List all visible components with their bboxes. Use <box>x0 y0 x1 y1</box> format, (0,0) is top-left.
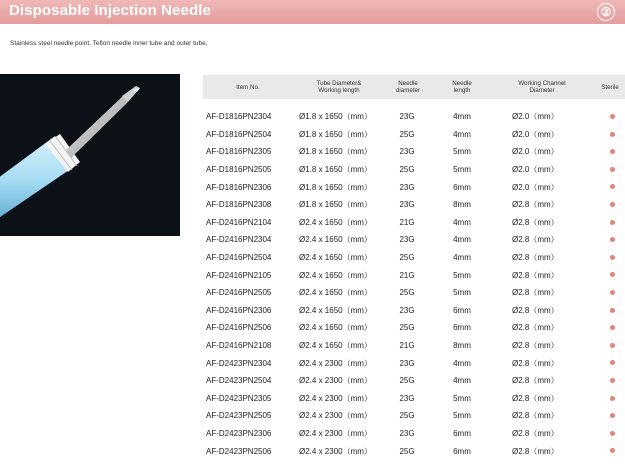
channel-diameter-cell: Ø2.8（mm） <box>512 393 559 403</box>
channel-diameter-cell: Ø2.0（mm） <box>512 165 559 175</box>
header-banner <box>0 0 625 24</box>
item-number-cell: AF-D2416PN2104 <box>206 217 272 227</box>
needle-diameter-cell: 23G <box>399 358 415 368</box>
needle-length-cell: 4mm <box>453 129 471 139</box>
item-number-cell: AF-D1816PN2504 <box>206 129 272 139</box>
needle-length-cell: 5mm <box>453 165 471 175</box>
item-number-cell: AF-D2416PN2108 <box>206 341 272 351</box>
tube-spec-cell: Ø2.4 x 2300（mm） <box>299 376 372 386</box>
needle-diameter-cell: 23G <box>399 182 415 192</box>
needle-length-cell: 4mm <box>453 358 471 368</box>
item-number-cell: AF-D2423PN2305 <box>206 393 272 403</box>
channel-diameter-cell: Ø2.8（mm） <box>512 411 559 421</box>
tube-spec-cell: Ø1.8 x 1650（mm） <box>299 165 372 175</box>
page-title: Disposable Injection Needle <box>9 2 211 19</box>
sterile-indicator-dot <box>610 255 615 260</box>
item-number-cell: AF-D1816PN2306 <box>206 182 272 192</box>
channel-diameter-cell: Ø2.8（mm） <box>512 323 559 333</box>
product-photo <box>0 74 180 236</box>
table-row <box>203 284 625 302</box>
tube-spec-cell: Ø2.4 x 1650（mm） <box>299 253 372 263</box>
needle-diameter-cell: 25G <box>399 411 415 421</box>
table-row <box>203 302 625 320</box>
table-row <box>203 372 625 390</box>
tube-spec-cell: Ø1.8 x 1650（mm） <box>299 182 372 192</box>
sterile-indicator-dot <box>610 413 615 418</box>
sterile-indicator-dot <box>610 396 615 401</box>
product-description: Stainless steel needle point, Teflon needle inner tube and outer tube. <box>10 40 208 47</box>
sterile-indicator-dot <box>610 132 615 137</box>
needle-length-cell: 4mm <box>453 253 471 263</box>
needle-diameter-cell: 21G <box>399 341 415 351</box>
needle-length-cell: 5mm <box>453 147 471 157</box>
sterile-indicator-dot <box>610 325 615 330</box>
sterile-indicator-dot <box>610 149 615 154</box>
sterile-indicator-dot <box>610 290 615 295</box>
channel-diameter-cell: Ø2.0（mm） <box>512 147 559 157</box>
channel-diameter-cell: Ø2.8（mm） <box>512 358 559 368</box>
channel-diameter-cell: Ø2.0（mm） <box>512 112 559 122</box>
table-row <box>203 214 625 232</box>
needle-length-cell: 4mm <box>453 217 471 227</box>
table-row <box>203 231 625 249</box>
sterile-indicator-dot <box>610 343 615 348</box>
sterile-indicator-dot <box>610 272 615 277</box>
item-number-cell: AF-D2416PN2504 <box>206 253 272 263</box>
table-row <box>203 266 625 284</box>
column-header-channel-diameter: Working Channel Diameter <box>518 80 566 94</box>
channel-diameter-cell: Ø2.8（mm） <box>512 305 559 315</box>
item-number-cell: AF-D2423PN2304 <box>206 358 272 368</box>
needle-length-cell: 4mm <box>453 112 471 122</box>
table-row <box>203 337 625 355</box>
tube-spec-cell: Ø2.4 x 1650（mm） <box>299 235 372 245</box>
item-number-cell: AF-D2423PN2506 <box>206 446 272 456</box>
item-number-cell: AF-D1816PN2308 <box>206 200 272 210</box>
item-number-cell: AF-D1816PN2305 <box>206 147 272 157</box>
needle-diameter-cell: 23G <box>399 147 415 157</box>
table-header <box>203 75 625 99</box>
table-row <box>203 319 625 337</box>
item-number-cell: AF-D2423PN2504 <box>206 376 272 386</box>
tube-spec-cell: Ø2.4 x 1650（mm） <box>299 305 372 315</box>
item-number-cell: AF-D2423PN2306 <box>206 429 272 439</box>
needle-diameter-cell: 23G <box>399 429 415 439</box>
needle-length-cell: 8mm <box>453 341 471 351</box>
table-row <box>203 390 625 408</box>
table-row <box>203 161 625 179</box>
channel-diameter-cell: Ø2.8（mm） <box>512 376 559 386</box>
tube-spec-cell: Ø2.4 x 2300（mm） <box>299 393 372 403</box>
needle-length-cell: 5mm <box>453 270 471 280</box>
needle-length-cell: 4mm <box>453 376 471 386</box>
needle-length-cell: 5mm <box>453 411 471 421</box>
needle-length-cell: 6mm <box>453 182 471 192</box>
channel-diameter-cell: Ø2.8（mm） <box>512 446 559 456</box>
tube-spec-cell: Ø2.4 x 1650（mm） <box>299 323 372 333</box>
needle-length-cell: 4mm <box>453 235 471 245</box>
needle-diameter-cell: 23G <box>399 200 415 210</box>
tube-spec-cell: Ø2.4 x 1650（mm） <box>299 270 372 280</box>
item-number-cell: AF-D2416PN2506 <box>206 323 272 333</box>
sterile-indicator-dot <box>610 360 615 365</box>
needle-length-cell: 8mm <box>453 200 471 210</box>
needle-diameter-cell: 23G <box>399 112 415 122</box>
needle-diameter-cell: 21G <box>399 270 415 280</box>
sterile-indicator-dot <box>610 237 615 242</box>
tube-spec-cell: Ø1.8 x 1650（mm） <box>299 200 372 210</box>
table-row <box>203 407 625 425</box>
needle-diameter-cell: 25G <box>399 446 415 456</box>
tube-spec-cell: Ø1.8 x 1650（mm） <box>299 112 372 122</box>
injection-needle-image <box>0 74 180 236</box>
tube-spec-cell: Ø1.8 x 1650（mm） <box>299 129 372 139</box>
item-number-cell: AF-D2423PN2505 <box>206 411 272 421</box>
channel-diameter-cell: Ø2.8（mm） <box>512 341 559 351</box>
table-row <box>203 354 625 372</box>
table-row <box>203 178 625 196</box>
tube-spec-cell: Ø2.4 x 1650（mm） <box>299 217 372 227</box>
needle-diameter-cell: 21G <box>399 217 415 227</box>
table-row <box>203 143 625 161</box>
needle-diameter-cell: 25G <box>399 288 415 298</box>
table-row <box>203 425 625 443</box>
needle-length-cell: 5mm <box>453 288 471 298</box>
channel-diameter-cell: Ø2.0（mm） <box>512 129 559 139</box>
table-row <box>203 126 625 144</box>
table-row <box>203 196 625 214</box>
table-row <box>203 442 625 460</box>
channel-diameter-cell: Ø2.8（mm） <box>512 429 559 439</box>
item-number-cell: AF-D2416PN2304 <box>206 235 272 245</box>
channel-diameter-cell: Ø2.8（mm） <box>512 253 559 263</box>
needle-diameter-cell: 25G <box>399 323 415 333</box>
column-header-needle-diameter: Needle diameter <box>395 80 421 94</box>
tube-spec-cell: Ø2.4 x 2300（mm） <box>299 429 372 439</box>
needle-diameter-cell: 23G <box>399 305 415 315</box>
tube-spec-cell: Ø2.4 x 2300（mm） <box>299 446 372 456</box>
item-number-cell: AF-D2416PN2505 <box>206 288 272 298</box>
tube-spec-cell: Ø1.8 x 1650（mm） <box>299 147 372 157</box>
sterile-indicator-dot <box>610 184 615 189</box>
column-header-sterile: Sterile <box>601 83 619 91</box>
needle-diameter-cell: 25G <box>399 253 415 263</box>
needle-length-cell: 5mm <box>453 393 471 403</box>
tube-spec-cell: Ø2.4 x 2300（mm） <box>299 358 372 368</box>
channel-diameter-cell: Ø2.8（mm） <box>512 217 559 227</box>
sterile-indicator-dot <box>610 114 615 119</box>
needle-length-cell: 6mm <box>453 429 471 439</box>
needle-length-cell: 6mm <box>453 305 471 315</box>
table-row <box>203 249 625 267</box>
item-number-cell: AF-D2416PN2105 <box>206 270 272 280</box>
tube-spec-cell: Ø2.4 x 2300（mm） <box>299 411 372 421</box>
sterile-indicator-dot <box>610 378 615 383</box>
sterile-indicator-dot <box>610 448 615 453</box>
sterile-indicator-dot <box>610 431 615 436</box>
tube-spec-cell: Ø2.4 x 1650（mm） <box>299 288 372 298</box>
channel-diameter-cell: Ø2.8（mm） <box>512 200 559 210</box>
item-number-cell: AF-D1816PN2304 <box>206 112 272 122</box>
channel-diameter-cell: Ø2.0（mm） <box>512 182 559 192</box>
needle-length-cell: 6mm <box>453 446 471 456</box>
channel-diameter-cell: Ø2.8（mm） <box>512 235 559 245</box>
needle-length-cell: 6mm <box>453 323 471 333</box>
item-number-cell: AF-D1816PN2505 <box>206 165 272 175</box>
column-header-needle-length: Needle length <box>452 80 472 94</box>
channel-diameter-cell: Ø2.8（mm） <box>512 270 559 280</box>
sterile-indicator-dot <box>610 308 615 313</box>
needle-diameter-cell: 23G <box>399 393 415 403</box>
column-header-item-no: Item No. <box>236 83 260 91</box>
channel-diameter-cell: Ø2.8（mm） <box>512 288 559 298</box>
sterile-indicator-dot <box>610 220 615 225</box>
tube-spec-cell: Ø2.4 x 1650（mm） <box>299 341 372 351</box>
needle-diameter-cell: 25G <box>399 165 415 175</box>
sterile-indicator-dot <box>610 167 615 172</box>
column-header-tube: Tube Diameter& Working length <box>316 80 362 94</box>
needle-diameter-cell: 23G <box>399 235 415 245</box>
needle-diameter-cell: 25G <box>399 376 415 386</box>
item-number-cell: AF-D2416PN2306 <box>206 305 272 315</box>
section-number-badge: ② <box>597 3 615 21</box>
table-row <box>203 108 625 126</box>
needle-diameter-cell: 25G <box>399 129 415 139</box>
sterile-indicator-dot <box>610 202 615 207</box>
